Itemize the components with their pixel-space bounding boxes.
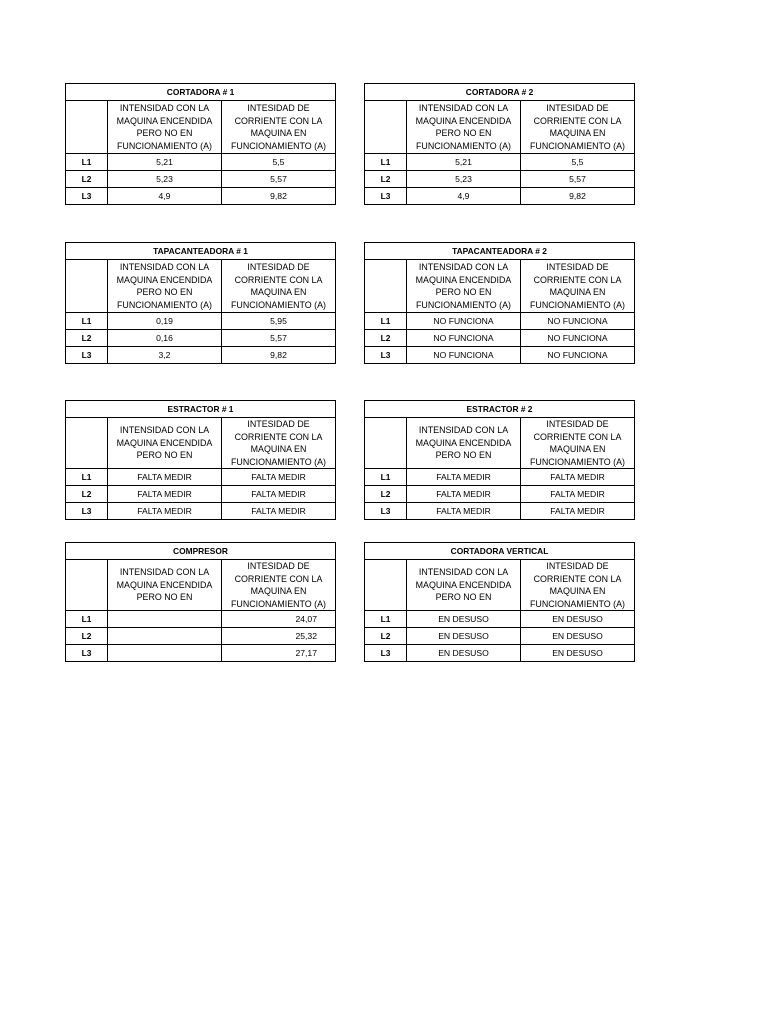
table-title: ESTRACTOR # 2 [365, 401, 635, 418]
blank-corner-cell [365, 260, 407, 313]
idle-value: NO FUNCIONA [407, 347, 521, 364]
row-label: L1 [66, 469, 108, 486]
running-value: EN DESUSO [521, 628, 635, 645]
idle-value: FALTA MEDIR [407, 469, 521, 486]
table-row [365, 313, 635, 330]
blank-corner-cell [66, 418, 108, 469]
tapacanteadora-1-table [65, 242, 336, 364]
row-label: L2 [365, 171, 407, 188]
table-title: COMPRESOR [66, 543, 336, 560]
tapacanteadora-2-table [364, 242, 635, 364]
table-title: ESTRACTOR # 1 [66, 401, 336, 418]
running-value: 5,5 [222, 154, 336, 171]
row-label: L3 [365, 188, 407, 205]
table-row [365, 628, 635, 645]
row-label: L3 [365, 645, 407, 662]
col-header-running-current: INTESIDAD DE CORRIENTE CON LA MAQUINA EN FUNCIONAMIENTO (A) [222, 260, 336, 313]
idle-value: EN DESUSO [407, 611, 521, 628]
idle-value: EN DESUSO [407, 628, 521, 645]
table-row [365, 503, 635, 520]
running-value: 5,57 [222, 171, 336, 188]
idle-value: NO FUNCIONA [407, 313, 521, 330]
col-header-idle-current: INTENSIDAD CON LA MAQUINA ENCENDIDA PERO NO EN [407, 418, 521, 469]
running-value: FALTA MEDIR [222, 503, 336, 520]
col-header-running-current: INTESIDAD DE CORRIENTE CON LA MAQUINA EN FUNCIONAMIENTO (A) [222, 560, 336, 611]
table-row [66, 313, 336, 330]
col-header-running-current: INTESIDAD DE CORRIENTE CON LA MAQUINA EN FUNCIONAMIENTO (A) [521, 560, 635, 611]
running-value: EN DESUSO [521, 645, 635, 662]
table-row [66, 154, 336, 171]
idle-value: EN DESUSO [407, 645, 521, 662]
table-row [365, 154, 635, 171]
idle-value: FALTA MEDIR [108, 503, 222, 520]
running-value: 24,07 [222, 611, 336, 628]
row-label: L3 [66, 645, 108, 662]
table-row [66, 347, 336, 364]
row-label: L1 [66, 154, 108, 171]
col-header-idle-current: INTENSIDAD CON LA MAQUINA ENCENDIDA PERO NO EN FUNCIONAMIENTO (A) [407, 260, 521, 313]
col-header-running-current: INTESIDAD DE CORRIENTE CON LA MAQUINA EN FUNCIONAMIENTO (A) [521, 260, 635, 313]
cortadora-2-table [364, 83, 635, 205]
idle-value [108, 645, 222, 662]
blank-corner-cell [66, 260, 108, 313]
blank-corner-cell [365, 101, 407, 154]
blank-corner-cell [66, 101, 108, 154]
running-value: FALTA MEDIR [521, 503, 635, 520]
running-value: 25,32 [222, 628, 336, 645]
row-label: L1 [365, 154, 407, 171]
running-value: NO FUNCIONA [521, 347, 635, 364]
cortadora-vertical-table [364, 542, 635, 662]
table-row [66, 503, 336, 520]
running-value: 9,82 [222, 347, 336, 364]
table-title: CORTADORA # 2 [365, 84, 635, 101]
table-title: TAPACANTEADORA # 1 [66, 243, 336, 260]
row-label: L2 [365, 628, 407, 645]
running-value: NO FUNCIONA [521, 330, 635, 347]
idle-value: FALTA MEDIR [108, 469, 222, 486]
table-title: CORTADORA # 1 [66, 84, 336, 101]
idle-value: 5,23 [407, 171, 521, 188]
table-row [66, 469, 336, 486]
running-value: FALTA MEDIR [222, 486, 336, 503]
idle-value: 4,9 [407, 188, 521, 205]
row-label: L2 [365, 486, 407, 503]
idle-value: 5,23 [108, 171, 222, 188]
estractor-1-table [65, 400, 336, 520]
table-row [66, 188, 336, 205]
running-value: 27,17 [222, 645, 336, 662]
col-header-running-current: INTESIDAD DE CORRIENTE CON LA MAQUINA EN FUNCIONAMIENTO (A) [521, 418, 635, 469]
idle-value: 0,16 [108, 330, 222, 347]
row-label: L2 [66, 330, 108, 347]
col-header-running-current: INTESIDAD DE CORRIENTE CON LA MAQUINA EN FUNCIONAMIENTO (A) [222, 101, 336, 154]
row-label: L1 [66, 611, 108, 628]
table-row [365, 645, 635, 662]
col-header-idle-current: INTENSIDAD CON LA MAQUINA ENCENDIDA PERO NO EN FUNCIONAMIENTO (A) [108, 260, 222, 313]
table-title: TAPACANTEADORA # 2 [365, 243, 635, 260]
table-row [66, 611, 336, 628]
running-value: FALTA MEDIR [222, 469, 336, 486]
idle-value: 3,2 [108, 347, 222, 364]
running-value: NO FUNCIONA [521, 313, 635, 330]
table-row [365, 330, 635, 347]
table-row [365, 611, 635, 628]
table-row [365, 171, 635, 188]
row-label: L3 [66, 188, 108, 205]
idle-value [108, 628, 222, 645]
idle-value: FALTA MEDIR [108, 486, 222, 503]
cortadora-1-table [65, 83, 336, 205]
col-header-idle-current: INTENSIDAD CON LA MAQUINA ENCENDIDA PERO NO EN [108, 418, 222, 469]
table-row [66, 486, 336, 503]
col-header-idle-current: INTENSIDAD CON LA MAQUINA ENCENDIDA PERO NO EN FUNCIONAMIENTO (A) [407, 101, 521, 154]
running-value: FALTA MEDIR [521, 486, 635, 503]
row-label: L3 [66, 347, 108, 364]
compresor-table [65, 542, 336, 662]
col-header-idle-current: INTENSIDAD CON LA MAQUINA ENCENDIDA PERO NO EN [407, 560, 521, 611]
table-row [66, 628, 336, 645]
col-header-idle-current: INTENSIDAD CON LA MAQUINA ENCENDIDA PERO NO EN [108, 560, 222, 611]
running-value: 9,82 [521, 188, 635, 205]
blank-corner-cell [365, 418, 407, 469]
table-row [365, 486, 635, 503]
idle-value [108, 611, 222, 628]
row-label: L2 [66, 171, 108, 188]
running-value: FALTA MEDIR [521, 469, 635, 486]
idle-value: FALTA MEDIR [407, 486, 521, 503]
running-value: 5,57 [222, 330, 336, 347]
row-label: L2 [66, 628, 108, 645]
idle-value: 5,21 [407, 154, 521, 171]
idle-value: 5,21 [108, 154, 222, 171]
running-value: 9,82 [222, 188, 336, 205]
table-row [365, 469, 635, 486]
running-value: EN DESUSO [521, 611, 635, 628]
col-header-idle-current: INTENSIDAD CON LA MAQUINA ENCENDIDA PERO NO EN FUNCIONAMIENTO (A) [108, 101, 222, 154]
idle-value: 0,19 [108, 313, 222, 330]
estractor-2-table [364, 400, 635, 520]
table-row [66, 171, 336, 188]
row-label: L3 [365, 503, 407, 520]
row-label: L3 [365, 347, 407, 364]
table-row [66, 330, 336, 347]
row-label: L2 [66, 486, 108, 503]
idle-value: NO FUNCIONA [407, 330, 521, 347]
table-row [365, 188, 635, 205]
row-label: L1 [365, 313, 407, 330]
running-value: 5,95 [222, 313, 336, 330]
idle-value: 4,9 [108, 188, 222, 205]
running-value: 5,5 [521, 154, 635, 171]
table-title: CORTADORA VERTICAL [365, 543, 635, 560]
row-label: L1 [365, 611, 407, 628]
col-header-running-current: INTESIDAD DE CORRIENTE CON LA MAQUINA EN FUNCIONAMIENTO (A) [222, 418, 336, 469]
row-label: L1 [66, 313, 108, 330]
table-row [66, 645, 336, 662]
row-label: L2 [365, 330, 407, 347]
blank-corner-cell [66, 560, 108, 611]
col-header-running-current: INTESIDAD DE CORRIENTE CON LA MAQUINA EN FUNCIONAMIENTO (A) [521, 101, 635, 154]
table-row [365, 347, 635, 364]
row-label: L1 [365, 469, 407, 486]
idle-value: FALTA MEDIR [407, 503, 521, 520]
row-label: L3 [66, 503, 108, 520]
running-value: 5,57 [521, 171, 635, 188]
blank-corner-cell [365, 560, 407, 611]
